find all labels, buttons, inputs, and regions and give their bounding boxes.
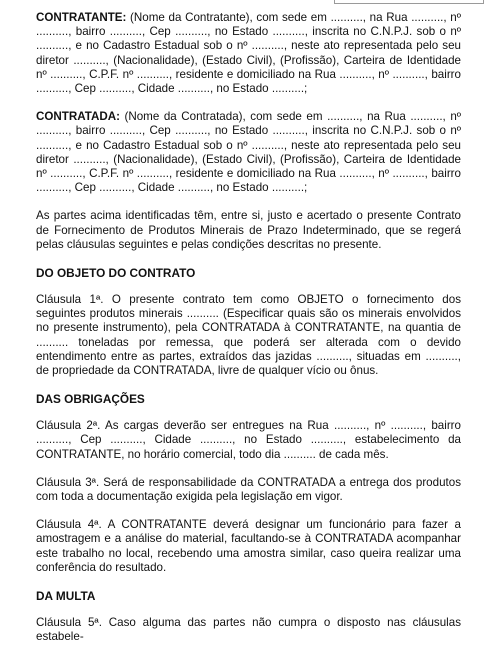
section-title-obrigacoes: DAS OBRIGAÇÕES bbox=[36, 392, 145, 407]
clausula-1: Cláusula 1ª. O presente contrato tem como OBJETO o fornecimento dos seguintes produtos minerais .......... (Especificar quais são os minerais envolvidos no presente instrumento), pela CONTRATADA à CONTRATANTE, na quantia de .......... toneladas por remessa, que poderá ser alterada com o devido entendimento entre as partes, extraídos das jazidas .........., situadas em .........., de propriedade da CONTRATADA, livre de qualquer vício ou ônus. bbox=[36, 293, 461, 378]
clausula-4: Cláusula 4ª. A CONTRATANTE deverá designar um funcionário para fazer a amostragem e a análise do material, facultando-se à CONTRATADA acompanhar este trabalho no local, recebendo uma amostra similar, caso queira realizar uma conferência do resultado. bbox=[36, 518, 461, 574]
clausula-5: Cláusula 5ª. Caso alguma das partes não cumpra o disposto nas cláusulas estabele- bbox=[36, 616, 461, 644]
preamble-paragraph: As partes acima identificadas têm, entre si, justo e acertado o presente Contrato de Fornecimento de Produtos Minerais de Prazo Indeterminado, que se regerá pelas cláusulas seguintes e pelas condições descritas no presente. bbox=[36, 209, 461, 251]
contratante-text: (Nome da Contratante), com sede em .........., na Rua .........., nº .........., bairro .........., Cep .........., no Estado .........., inscrita no C.N.P.J. sob o nº .........., e no Cadastro Estadual sob o nº .........., neste ato representada pelo seu diretor .........., (Nacionalidade), (Estado Civil), (Profissão), Carteira de Identidade nº .........., C.P.F. nº .........., residente e domiciliado na Rua .........., nº .........., bairro .........., Cep .........., Cidade .........., no Estado ..........; bbox=[36, 11, 461, 96]
contratante-label: CONTRATANTE: bbox=[36, 11, 127, 24]
clausula-2: Cláusula 2ª. As cargas deverão ser entregues na Rua .........., nº .........., bairro .........., Cep .........., Cidade .........., no Estado .........., estabelecimento da CONTRATANTE, no horário comercial, todo dia .......... de cada mês. bbox=[36, 419, 461, 461]
section-title-multa: DA MULTA bbox=[36, 589, 96, 604]
contract-body bbox=[36, 11, 461, 659]
section-title-objeto: DO OBJETO DO CONTRATO bbox=[36, 266, 196, 281]
contratada-text: (Nome da Contratada), com sede em .........., na Rua .........., nº .........., bairro .........., Cep .........., no Estado .........., inscrita no C.N.P.J. sob o nº .........., e no Cadastro Estadual sob o nº .........., neste ato representada pelo seu diretor .........., (Nacionalidade), (Estado Civil), (Profissão), Carteira de Identidade nº .........., C.P.F. nº .........., residente e domiciliado na Rua .........., nº .........., bairro .........., Cep .........., Cidade .........., no Estado ..........; bbox=[36, 110, 461, 195]
clausula-3: Cláusula 3ª. Será de responsabilidade da CONTRATADA a entrega dos produtos com toda a documentação exigida pela legislação em vigor. bbox=[36, 475, 461, 504]
contratante-paragraph bbox=[36, 11, 461, 96]
contratada-label: CONTRATADA: bbox=[36, 110, 120, 124]
contratada-paragraph bbox=[36, 110, 461, 195]
top-cropped-label bbox=[334, 0, 484, 4]
